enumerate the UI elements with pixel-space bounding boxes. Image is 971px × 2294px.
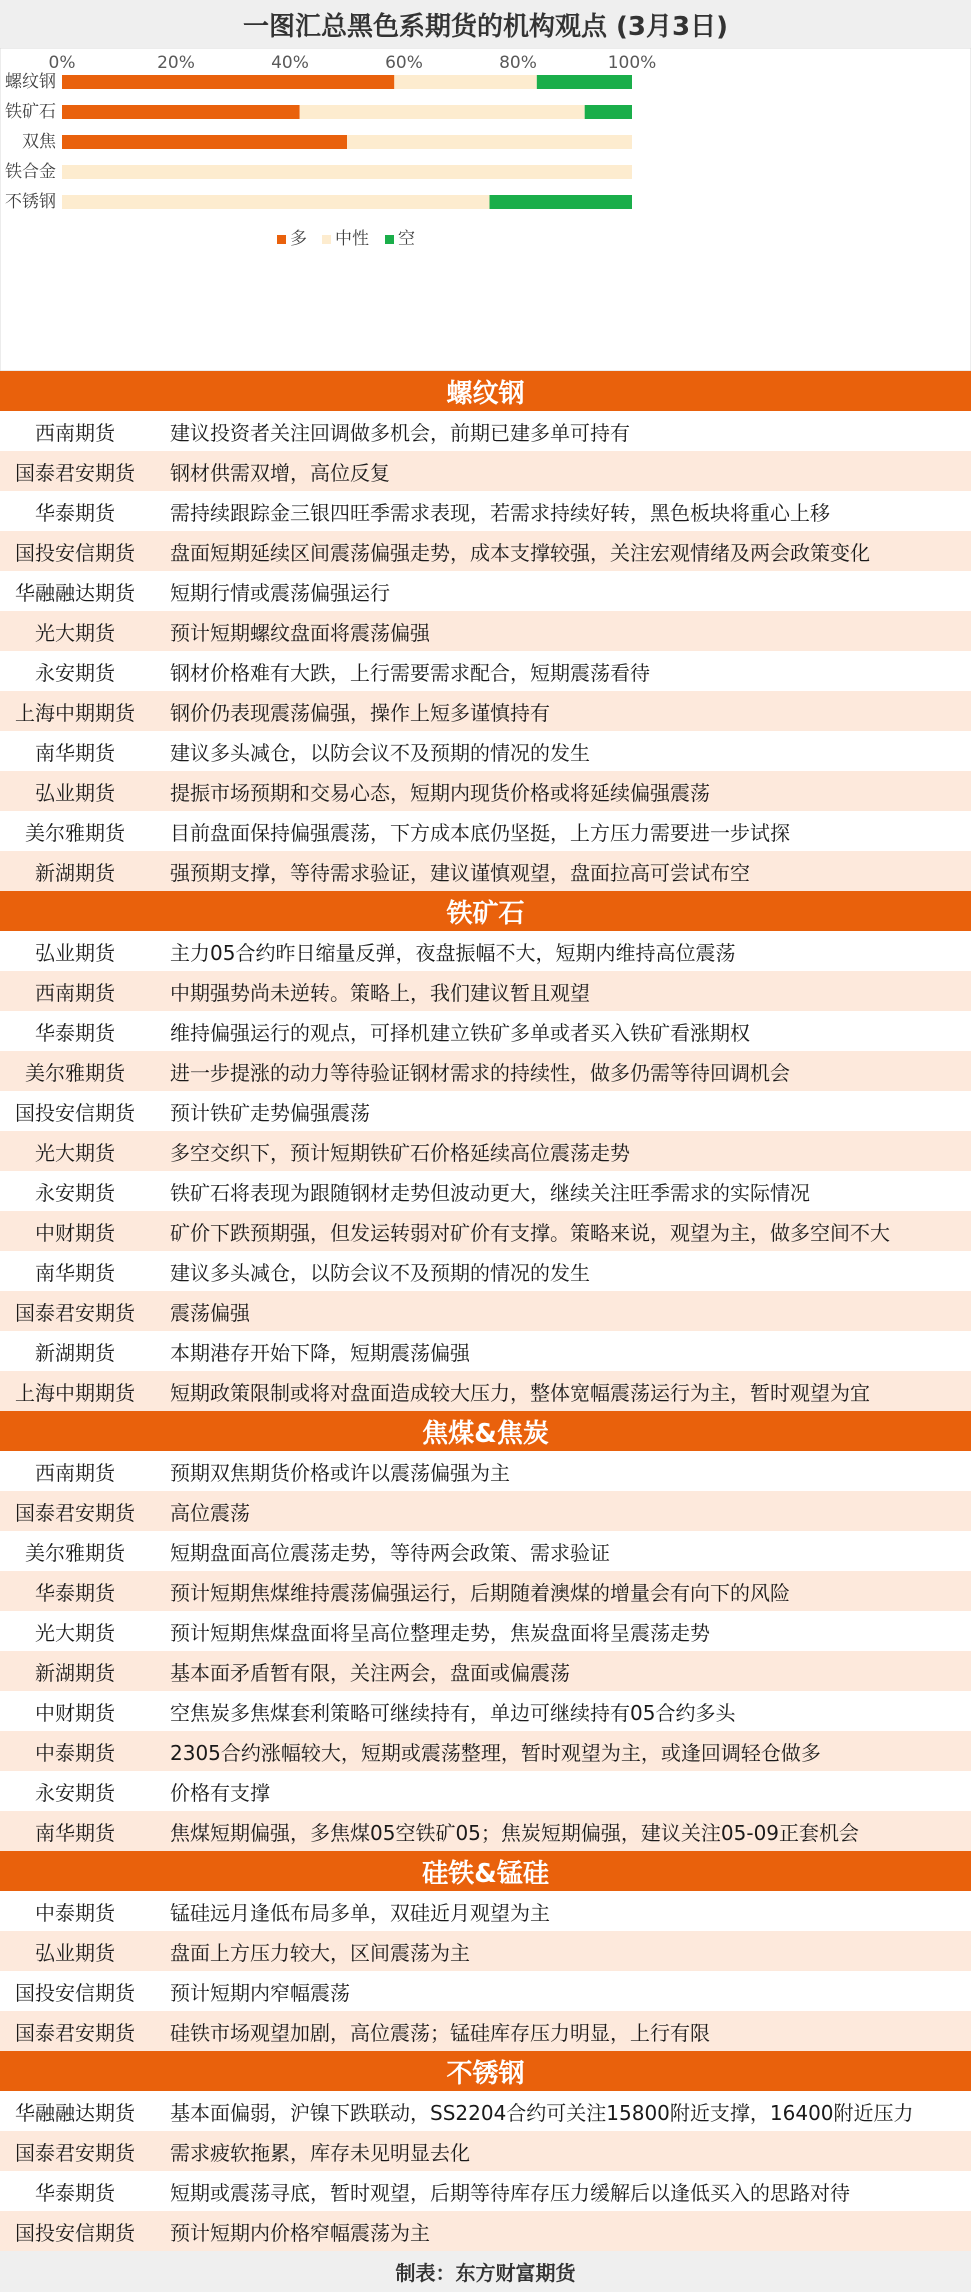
- institution-view: 短期行情或震荡偏强运行: [170, 580, 390, 605]
- institution-name: 国泰君安期货: [15, 2020, 135, 2045]
- institution-view: 矿价下跌预期强，但发运转弱对矿价有支撑。策略来说，观望为主，做多空间不大: [170, 1220, 890, 1245]
- institution-name: 国投安信期货: [15, 540, 135, 565]
- chart-frame: [0, 48, 971, 371]
- institution-name: 南华期货: [35, 1260, 115, 1285]
- x-tick-label: 80%: [499, 53, 537, 73]
- institution-name: 中财期货: [35, 1700, 115, 1725]
- table-row: [0, 531, 971, 571]
- table-row: [0, 1131, 971, 1171]
- bar-segment-neutral: [62, 195, 490, 209]
- institution-view: 维持偏强运行的观点，可择机建立铁矿多单或者买入铁矿看涨期权: [170, 1020, 750, 1045]
- table-row: [0, 1571, 971, 1611]
- institution-name: 华泰期货: [35, 2180, 115, 2205]
- bar-segment-neutral: [300, 105, 585, 119]
- page-title: 一图汇总黑色系期货的机构观点 (3月3日): [0, 0, 971, 48]
- bar-segment-bull: [62, 75, 394, 89]
- institution-name: 光大期货: [35, 1620, 115, 1645]
- institution-view: 2305合约涨幅较大，短期或震荡整理，暂时观望为主，或逢回调轻仓做多: [170, 1740, 821, 1765]
- table-row: [0, 1331, 971, 1371]
- table-row: [0, 2211, 971, 2251]
- institution-name: 永安期货: [35, 1180, 115, 1205]
- table-row: [0, 1971, 971, 2011]
- institution-view: 中期强势尚未逆转。策略上，我们建议暂且观望: [170, 980, 590, 1005]
- institution-name: 永安期货: [35, 1780, 115, 1805]
- institution-name: 新湖期货: [35, 1340, 115, 1365]
- x-tick-label: 60%: [385, 53, 423, 73]
- institution-view: 高位震荡: [170, 1500, 250, 1525]
- footer-credit: 制表：东方财富期货: [0, 2251, 971, 2292]
- institution-view: 钢材价格难有大跌，上行需要需求配合，短期震荡看待: [170, 660, 650, 685]
- table-row: [0, 611, 971, 651]
- table-row: [0, 771, 971, 811]
- x-tick-label: 40%: [271, 53, 309, 73]
- institution-name: 中财期货: [35, 1220, 115, 1245]
- table-row: [0, 971, 971, 1011]
- institution-name: 国泰君安期货: [15, 2140, 135, 2165]
- legend-label: 中性: [335, 229, 369, 249]
- institution-view: 预计短期内窄幅震荡: [170, 1980, 350, 2005]
- table-row: [0, 1691, 971, 1731]
- institution-name: 美尔雅期货: [25, 1540, 125, 1565]
- institution-name: 国投安信期货: [15, 2220, 135, 2245]
- table-row: [0, 1611, 971, 1651]
- section-header: 焦煤&焦炭: [0, 1411, 971, 1451]
- institution-name: 国泰君安期货: [15, 1300, 135, 1325]
- bar-segment-neutral: [347, 135, 632, 149]
- institution-name: 上海中期期货: [15, 700, 135, 725]
- legend-swatch: [277, 235, 286, 244]
- institution-view: 震荡偏强: [170, 1300, 250, 1325]
- institution-name: 西南期货: [35, 980, 115, 1005]
- table-row: [0, 1891, 971, 1931]
- table-row: [0, 691, 971, 731]
- table-row: [0, 1651, 971, 1691]
- table-row: [0, 1451, 971, 1491]
- institution-view: 盘面上方压力较大，区间震荡为主: [170, 1940, 470, 1965]
- legend-swatch: [385, 235, 394, 244]
- table-row: [0, 1051, 971, 1091]
- table-row: [0, 1091, 971, 1131]
- bar-segment-neutral: [62, 165, 632, 179]
- table-row: [0, 931, 971, 971]
- table-row: [0, 1811, 971, 1851]
- bar-segment-bull: [62, 135, 347, 149]
- table-row: [0, 1171, 971, 1211]
- x-tick-label: 20%: [157, 53, 195, 73]
- section-header: 螺纹钢: [0, 371, 971, 411]
- table-row: [0, 731, 971, 771]
- institution-view: 建议多头减仓，以防会议不及预期的情况的发生: [170, 740, 590, 765]
- section-header: 不锈钢: [0, 2051, 971, 2091]
- table-row: [0, 1251, 971, 1291]
- institution-name: 新湖期货: [35, 860, 115, 885]
- table-row: [0, 811, 971, 851]
- table-row: [0, 1491, 971, 1531]
- institution-view: 空焦炭多焦煤套利策略可继续持有，单边可继续持有05合约多头: [170, 1700, 736, 1725]
- institution-view: 预计铁矿走势偏强震荡: [170, 1100, 370, 1125]
- institution-view: 钢价仍表现震荡偏强，操作上短多谨慎持有: [170, 700, 550, 725]
- legend-label: 多: [290, 229, 307, 249]
- table-row: [0, 1211, 971, 1251]
- institution-view: 需求疲软拖累，库存未见明显去化: [170, 2140, 470, 2165]
- institution-view: 铁矿石将表现为跟随钢材走势但波动更大，继续关注旺季需求的实际情况: [170, 1180, 810, 1205]
- institution-name: 弘业期货: [35, 940, 115, 965]
- table-row: [0, 2171, 971, 2211]
- institution-name: 国泰君安期货: [15, 1500, 135, 1525]
- table-row: [0, 2131, 971, 2171]
- institution-name: 国投安信期货: [15, 1100, 135, 1125]
- institution-name: 华融融达期货: [15, 580, 135, 605]
- table-row: [0, 571, 971, 611]
- institution-view: 钢材供需双增，高位反复: [170, 460, 390, 485]
- legend-label: 空: [398, 229, 415, 249]
- institution-name: 弘业期货: [35, 1940, 115, 1965]
- institution-view: 短期盘面高位震荡走势，等待两会政策、需求验证: [170, 1540, 610, 1565]
- stacked-bar-chart: [0, 48, 971, 371]
- table-row: [0, 2011, 971, 2051]
- institution-view: 目前盘面保持偏强震荡，下方成本底仍坚挺，上方压力需要进一步试探: [170, 820, 790, 845]
- institution-name: 中泰期货: [35, 1900, 115, 1925]
- institution-name: 美尔雅期货: [25, 820, 125, 845]
- institution-name: 新湖期货: [35, 1660, 115, 1685]
- institution-view: 进一步提涨的动力等待验证钢材需求的持续性，做多仍需等待回调机会: [170, 1060, 790, 1085]
- category-label: 螺纹钢: [5, 72, 56, 92]
- institution-name: 永安期货: [35, 660, 115, 685]
- table-row: [0, 1771, 971, 1811]
- institution-name: 华泰期货: [35, 1020, 115, 1045]
- institution-view: 价格有支撑: [170, 1780, 270, 1805]
- institution-view: 盘面短期延续区间震荡偏强走势，成本支撑较强，关注宏观情绪及两会政策变化: [170, 540, 870, 565]
- institution-name: 华泰期货: [35, 1580, 115, 1605]
- institution-view: 提振市场预期和交易心态，短期内现货价格或将延续偏强震荡: [170, 780, 710, 805]
- institution-view: 预期双焦期货价格或许以震荡偏强为主: [170, 1460, 510, 1485]
- institution-view: 硅铁市场观望加剧，高位震荡；锰硅库存压力明显，上行有限: [170, 2020, 710, 2045]
- table-row: [0, 491, 971, 531]
- institution-view: 预计短期焦煤盘面将呈高位整理走势，焦炭盘面将呈震荡走势: [170, 1620, 710, 1645]
- institution-view: 强预期支撑，等待需求验证，建议谨慎观望，盘面拉高可尝试布空: [170, 860, 750, 885]
- table-row: [0, 1931, 971, 1971]
- institution-view: 本期港存开始下降，短期震荡偏强: [170, 1340, 470, 1365]
- institution-name: 南华期货: [35, 740, 115, 765]
- category-label: 双焦: [22, 132, 56, 152]
- institution-name: 南华期货: [35, 1820, 115, 1845]
- institution-view: 基本面偏弱，沪镍下跌联动，SS2204合约可关注15800附近支撑，16400附近压力: [170, 2100, 914, 2125]
- institution-view: 建议投资者关注回调做多机会，前期已建多单可持有: [170, 420, 630, 445]
- bar-segment-neutral: [394, 75, 537, 89]
- institution-view: 锰硅远月逢低布局多单，双硅近月观望为主: [170, 1900, 550, 1925]
- institution-name: 光大期货: [35, 620, 115, 645]
- bar-segment-bear: [537, 75, 632, 89]
- institution-name: 国泰君安期货: [15, 460, 135, 485]
- institution-name: 美尔雅期货: [25, 1060, 125, 1085]
- institution-name: 华泰期货: [35, 500, 115, 525]
- institution-view: 预计短期内价格窄幅震荡为主: [170, 2220, 430, 2245]
- table-row: [0, 1291, 971, 1331]
- legend-swatch: [322, 235, 331, 244]
- institution-view: 主力05合约昨日缩量反弹，夜盘振幅不大，短期内维持高位震荡: [170, 940, 736, 965]
- bar-segment-bear: [490, 195, 633, 209]
- table-row: [0, 2091, 971, 2131]
- institution-name: 国投安信期货: [15, 1980, 135, 2005]
- category-label: 铁合金: [5, 162, 56, 182]
- table-row: [0, 851, 971, 891]
- table-row: [0, 1371, 971, 1411]
- institution-name: 弘业期货: [35, 780, 115, 805]
- institution-view: 预计短期螺纹盘面将震荡偏强: [170, 620, 430, 645]
- institution-view: 建议多头减仓，以防会议不及预期的情况的发生: [170, 1260, 590, 1285]
- bar-segment-bear: [585, 105, 632, 119]
- institution-name: 西南期货: [35, 1460, 115, 1485]
- institution-name: 光大期货: [35, 1140, 115, 1165]
- table-row: [0, 411, 971, 451]
- institution-view: 短期政策限制或将对盘面造成较大压力，整体宽幅震荡运行为主，暂时观望为宜: [170, 1380, 870, 1405]
- views-table: [0, 371, 971, 2251]
- institution-view: 焦煤短期偏强，多焦煤05空铁矿05；焦炭短期偏强，建议关注05-09正套机会: [170, 1820, 860, 1845]
- table-row: [0, 1731, 971, 1771]
- institution-view: 多空交织下，预计短期铁矿石价格延续高位震荡走势: [170, 1140, 630, 1165]
- category-label: 铁矿石: [5, 102, 56, 122]
- institution-view: 需持续跟踪金三银四旺季需求表现，若需求持续好转，黑色板块将重心上移: [170, 500, 830, 525]
- institution-view: 基本面矛盾暂有限，关注两会，盘面或偏震荡: [170, 1660, 570, 1685]
- category-label: 不锈钢: [5, 192, 56, 212]
- table-row: [0, 1531, 971, 1571]
- bar-segment-bull: [62, 105, 300, 119]
- x-tick-label: 0%: [48, 53, 76, 73]
- institution-name: 西南期货: [35, 420, 115, 445]
- institution-view: 短期或震荡寻底，暂时观望，后期等待库存压力缓解后以逢低买入的思路对待: [170, 2180, 850, 2205]
- institution-name: 中泰期货: [35, 1740, 115, 1765]
- section-header: 铁矿石: [0, 891, 971, 931]
- table-row: [0, 651, 971, 691]
- table-row: [0, 1011, 971, 1051]
- institution-name: 华融融达期货: [15, 2100, 135, 2125]
- table-row: [0, 451, 971, 491]
- x-tick-label: 100%: [607, 53, 657, 73]
- institution-view: 预计短期焦煤维持震荡偏强运行，后期随着澳煤的增量会有向下的风险: [170, 1580, 790, 1605]
- section-header: 硅铁&锰硅: [0, 1851, 971, 1891]
- institution-name: 上海中期期货: [15, 1380, 135, 1405]
